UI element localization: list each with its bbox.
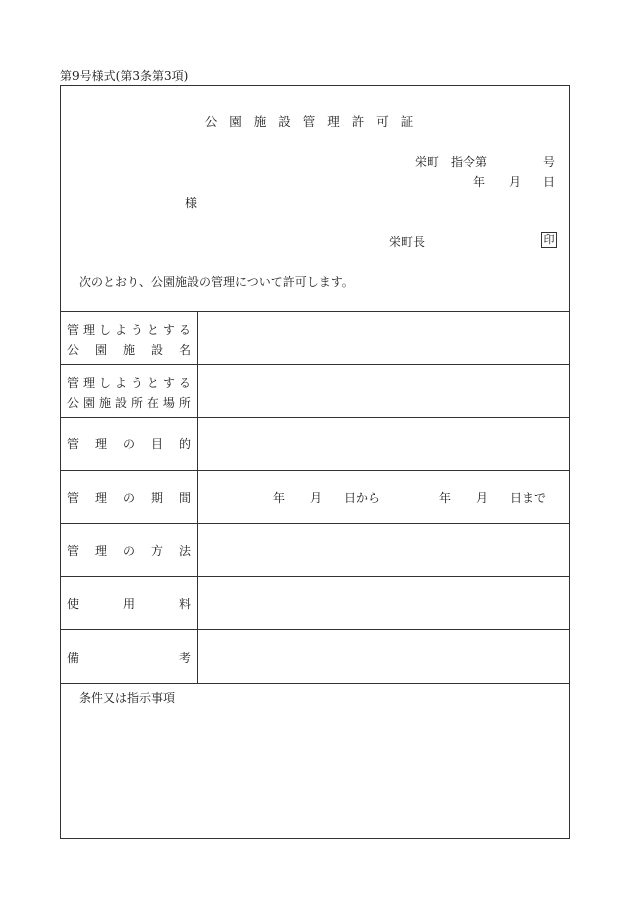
facility-location-label-line1: 管 理 し よ う と す る xyxy=(67,376,191,390)
row-divider xyxy=(61,364,569,365)
facility-name-label xyxy=(67,321,191,358)
period-to-month: 月 xyxy=(476,491,489,505)
recipient-suffix: 様 xyxy=(185,196,198,210)
remarks-label-text: 備 考 xyxy=(67,651,191,665)
table-top-rule xyxy=(61,311,569,312)
period-label-text: 管 理 の 期 間 xyxy=(67,491,191,505)
facility-location-label xyxy=(67,374,191,411)
period-from-day: 日から xyxy=(344,491,381,505)
row-divider xyxy=(61,629,569,630)
seal-mark: 印 xyxy=(541,232,557,248)
date-month-label: 月 xyxy=(509,175,522,189)
period-to-year: 年 xyxy=(439,491,452,505)
number-suffix: 号 xyxy=(543,155,556,169)
row-divider xyxy=(61,576,569,577)
document-title: 公園施設管理許可証 xyxy=(204,114,426,129)
date-day-label: 日 xyxy=(543,175,556,189)
facility-location-label-line2: 公 園 施 設 所 在 場 所 xyxy=(67,396,191,410)
date-year-label: 年 xyxy=(473,175,486,189)
conditions-label: 条件又は指示事項 xyxy=(79,691,176,705)
facility-name-label-line1: 管 理 し よ う と す る xyxy=(67,323,191,337)
label-column-divider xyxy=(197,312,198,684)
purpose-label xyxy=(67,435,191,452)
fee-label xyxy=(67,595,191,612)
method-label xyxy=(67,542,191,559)
row-divider xyxy=(61,523,569,524)
table-bottom-rule xyxy=(61,683,569,684)
permit-form xyxy=(60,85,570,839)
method-label-text: 管 理 の 方 法 xyxy=(67,544,191,558)
office-number-prefix: 栄町 指令第 xyxy=(415,155,488,169)
period-label xyxy=(67,489,191,506)
permit-statement: 次のとおり、公園施設の管理について許可します。 xyxy=(79,275,354,289)
period-from-year: 年 xyxy=(273,491,286,505)
issuer-name: 栄町長 xyxy=(389,235,426,249)
row-divider xyxy=(61,470,569,471)
period-from-month: 月 xyxy=(310,491,323,505)
facility-name-label-line2: 公 園 施 設 名 xyxy=(67,343,191,357)
purpose-label-text: 管 理 の 目 的 xyxy=(67,437,191,451)
form-number-label: 第9号様式(第3条第3項) xyxy=(60,69,189,83)
remarks-label xyxy=(67,649,191,666)
row-divider xyxy=(61,417,569,418)
fee-label-text: 使 用 料 xyxy=(67,597,191,611)
period-to-day: 日まで xyxy=(510,491,547,505)
